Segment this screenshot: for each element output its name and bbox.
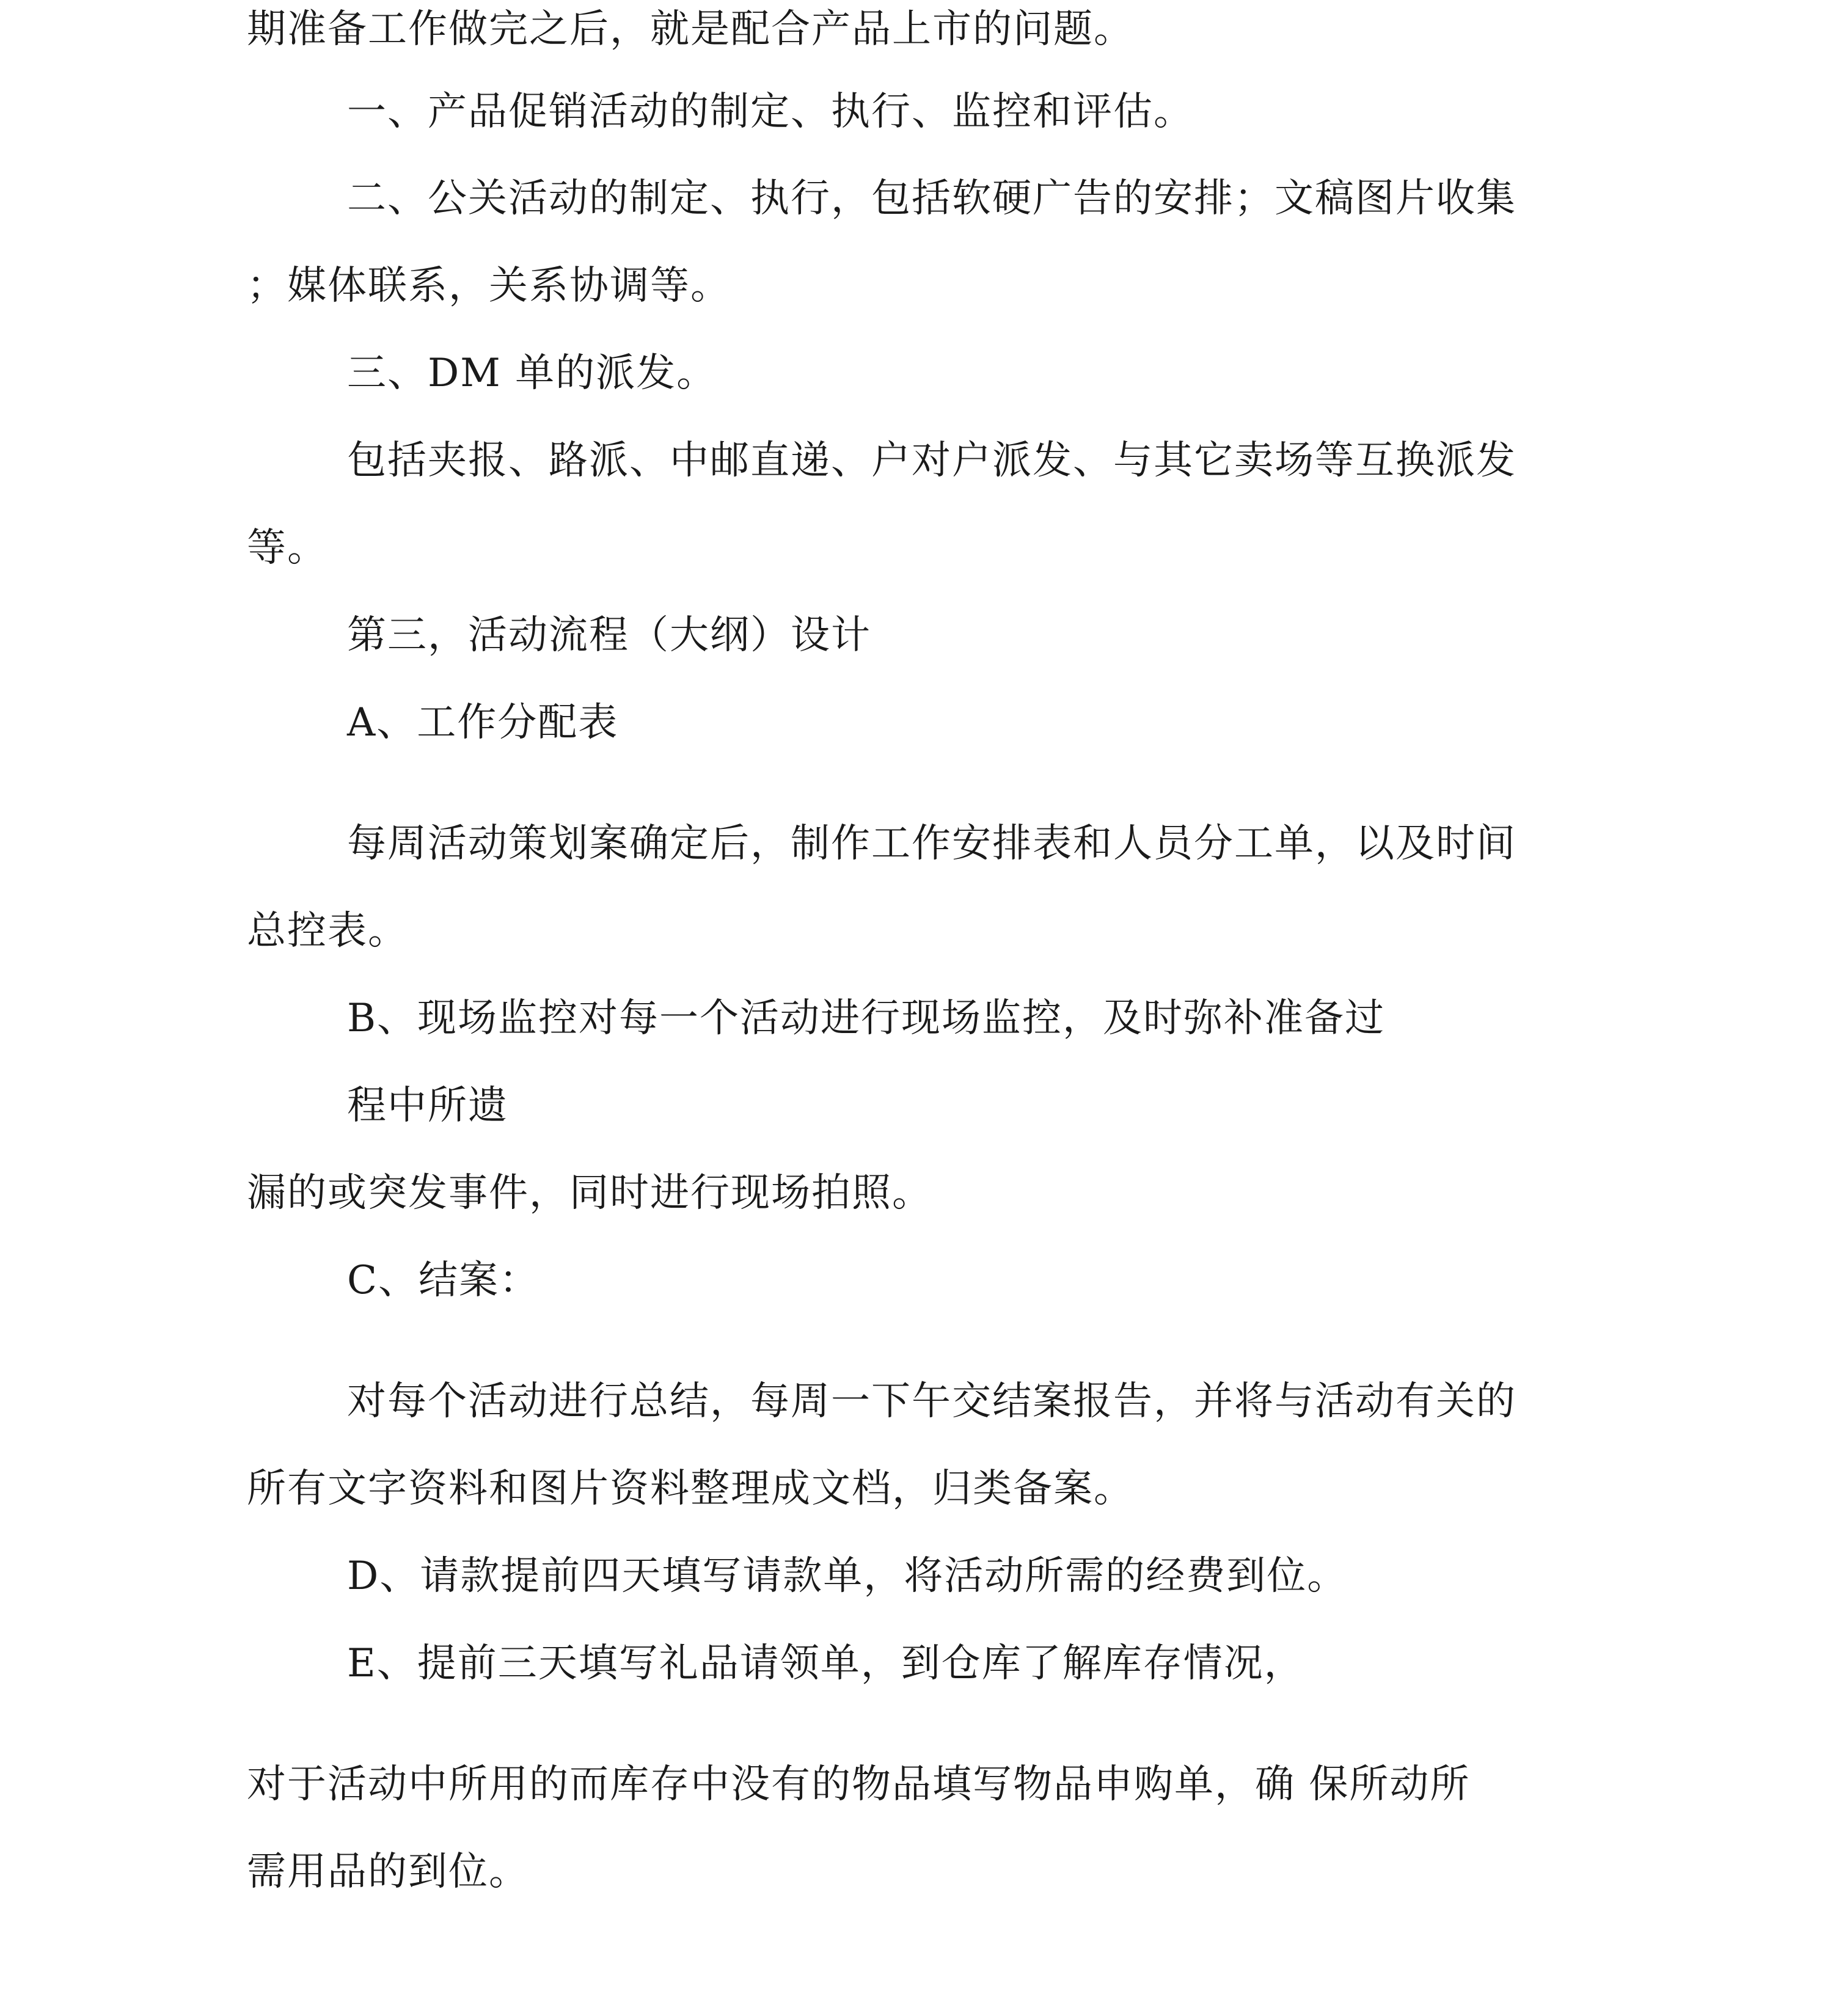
- text-line-1: 期准备工作做完之后，就是配合产品上市的问题。: [247, 7, 1134, 52]
- text-line-10: 每周活动策划案确定后，制作工作安排表和人员分工单，以及时间: [347, 821, 1516, 866]
- text-line-13: 程中所遗: [347, 1083, 508, 1128]
- text-line-2: 一、产品促销活动的制定、执行、监控和评估。: [347, 89, 1194, 134]
- text-line-17: 所有文字资料和图片资料整理成文档，归类备案。: [247, 1466, 1134, 1511]
- text-line-14: 漏的或突发事件，同时进行现场拍照。: [247, 1171, 932, 1216]
- section-heading: 第三，活动流程（大纲）设计: [347, 613, 871, 658]
- text-line-19: E、提前三天填写礼品请领单，到仓库了解库存情况，: [347, 1641, 1304, 1686]
- text-line-4: ；媒体联系，关系协调等。: [247, 263, 731, 309]
- text-line-16: 对每个活动进行总结，每周一下午交结案报告，并将与活动有关的: [347, 1379, 1516, 1424]
- text-line-5: 三、DM 单的派发。: [347, 351, 717, 396]
- text-line-11: 总控表。: [247, 908, 408, 954]
- text-line-12: B、现场监控对每一个活动进行现场监控，及时弥补准备过: [347, 996, 1386, 1041]
- text-line-20: 对于活动中所用的而库存中没有的物品填写物品申购单，确 保所动所: [247, 1762, 1471, 1807]
- text-line-18: D、请款提前四天填写请款单，将活动所需的经费到位。: [347, 1554, 1348, 1599]
- text-line-7: 等。: [247, 525, 327, 571]
- text-line-15: C、结案：: [347, 1258, 539, 1303]
- text-line-6: 包括夹报、路派、中邮直递、户对户派发、与其它卖场等互换派发: [347, 438, 1516, 483]
- text-line-9: A、工作分配表: [347, 700, 619, 745]
- text-line-3: 二、公关活动的制定、执行，包括软硬广告的安排；文稿图片收集: [347, 176, 1516, 221]
- text-line-21: 需用品的到位。: [247, 1849, 529, 1894]
